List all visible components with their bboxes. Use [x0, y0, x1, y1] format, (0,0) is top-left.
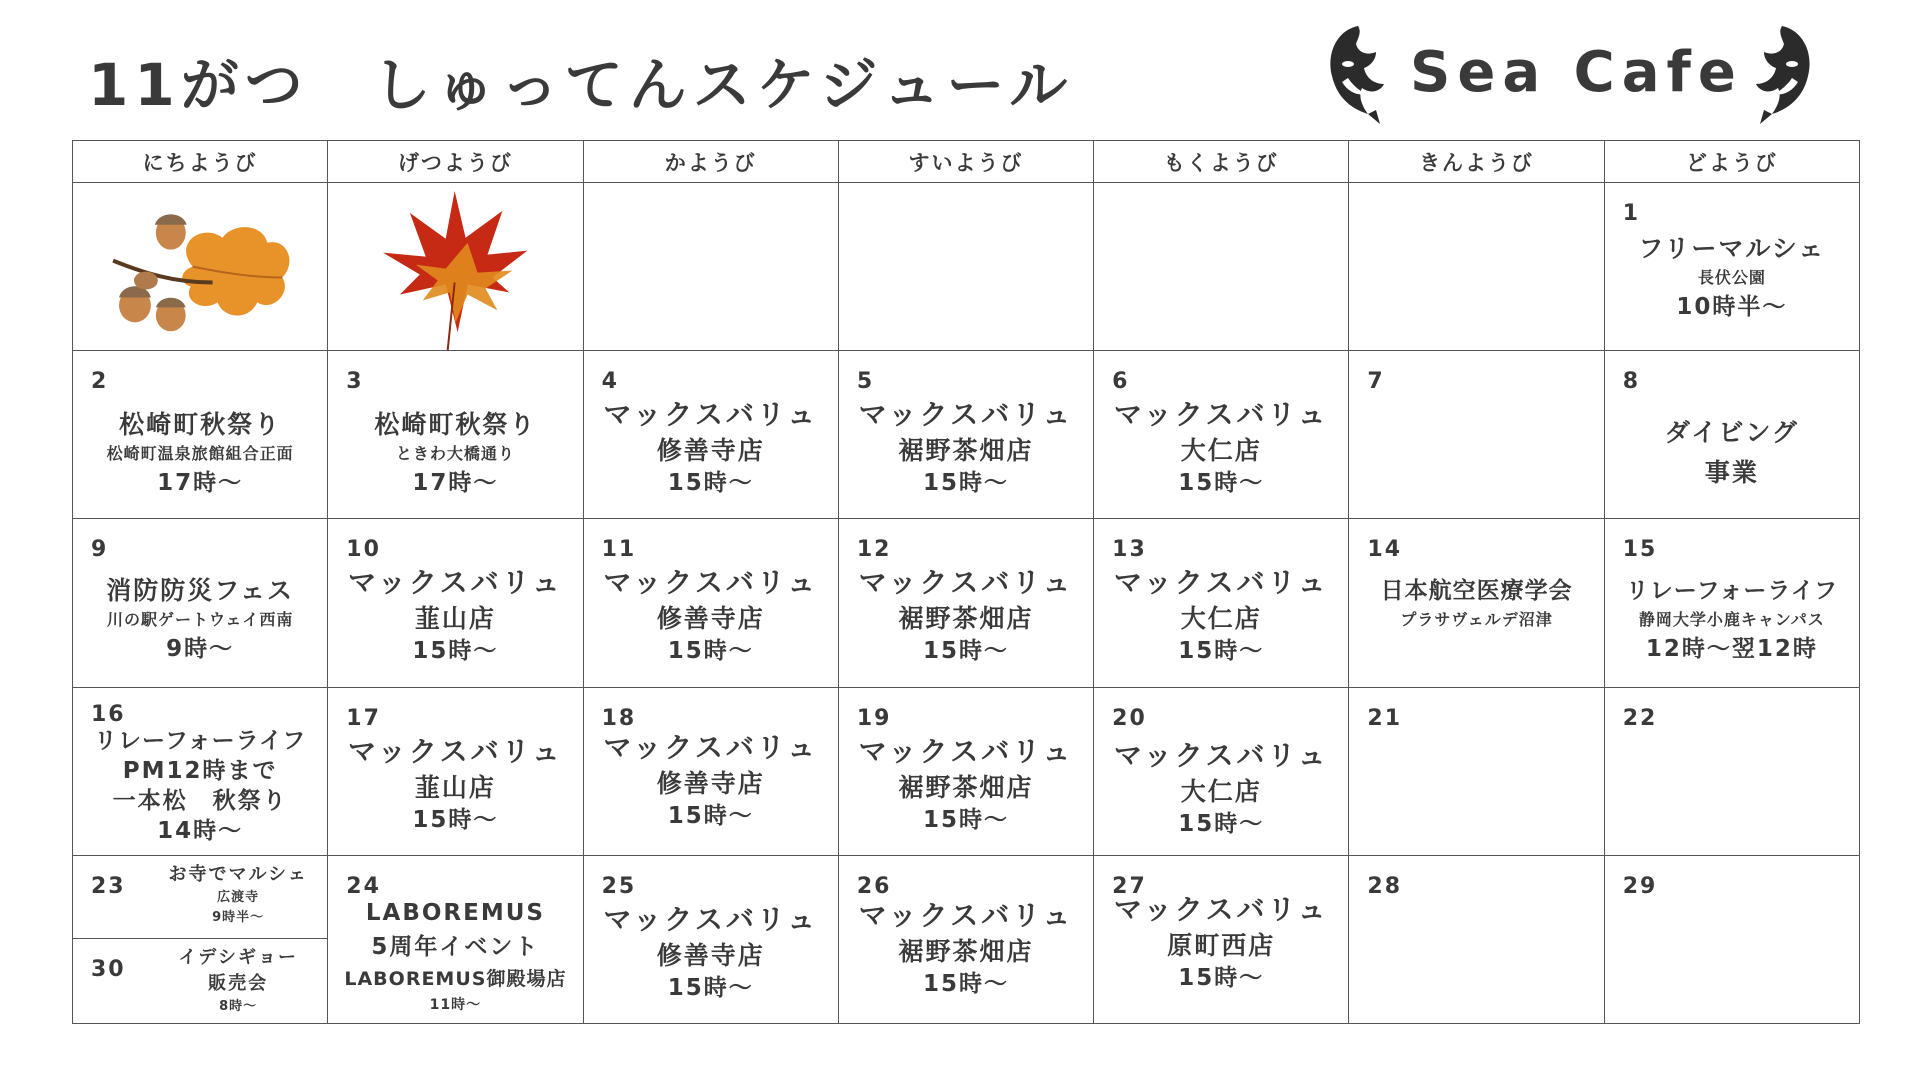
- calendar-cell-22: [1605, 688, 1860, 856]
- day-number: 1: [1622, 201, 1641, 226]
- day-number: 26: [856, 873, 892, 899]
- calendar-cell-empty: [73, 183, 328, 351]
- day-number: 20: [1112, 705, 1147, 731]
- event-name: 一本松 秋祭り: [112, 787, 288, 814]
- day-number: 11: [601, 537, 637, 563]
- calendar-cell-28: [1349, 856, 1604, 1024]
- day-number: 24: [346, 873, 381, 899]
- day-number: 16: [91, 701, 126, 727]
- day-number: 6: [1112, 369, 1130, 395]
- event-time: 15時〜: [922, 806, 1009, 833]
- event-location: ときわ大橋通り: [395, 444, 515, 464]
- calendar-cell-26: [839, 856, 1094, 1024]
- event-name: リレーフォーライフ: [93, 727, 307, 754]
- weekday-sunday: にちようび: [73, 141, 328, 183]
- event-location: 広渡寺: [217, 889, 260, 905]
- day-number: 29: [1622, 873, 1658, 899]
- event-time: 14時〜: [157, 817, 244, 844]
- calendar-cell-10: [328, 519, 583, 687]
- calendar-cell-2: [73, 351, 328, 519]
- calendar-cell-16: [73, 688, 328, 856]
- day-number: 23: [91, 873, 126, 899]
- calendar-cell-9: [73, 519, 328, 687]
- event-time: 15時〜: [667, 974, 754, 1001]
- event-name: LABOREMUS: [365, 899, 545, 926]
- day-number: 15: [1622, 537, 1658, 563]
- event-time: 12時〜翌12時: [1645, 636, 1818, 663]
- event-name: マックスバリュ: [858, 566, 1074, 600]
- event-location: 韮山店: [414, 604, 496, 634]
- calendar-cell-14: [1349, 519, 1604, 687]
- weekday-tuesday: かようび: [584, 141, 839, 183]
- event-name: マックスバリュ: [603, 566, 819, 600]
- event-location: 大仁店: [1180, 776, 1262, 806]
- event-time: 9時半〜: [212, 909, 265, 925]
- day-number: 19: [856, 705, 892, 731]
- day-number: 5: [856, 369, 875, 395]
- event-time: 15時〜: [1178, 964, 1265, 991]
- day-number: 18: [601, 705, 637, 731]
- event-time: 15時〜: [1178, 470, 1265, 497]
- orca-icon: [1740, 22, 1822, 128]
- calendar-cell-empty: [1094, 183, 1349, 351]
- weekday-saturday: どようび: [1605, 141, 1860, 183]
- event-name: マックスバリュ: [603, 902, 819, 936]
- event-name: リレーフォーライフ: [1625, 578, 1839, 605]
- day-number: 25: [601, 873, 637, 899]
- event-time: 15時〜: [667, 470, 754, 497]
- event-time: 15時〜: [412, 806, 499, 833]
- day-number: 2: [91, 369, 109, 395]
- event-location: 裾野茶畑店: [898, 936, 1034, 966]
- calendar-cell-8: [1605, 351, 1860, 519]
- event-location: 裾野茶畑店: [898, 772, 1034, 802]
- event-time: 15時〜: [1178, 638, 1265, 665]
- event-time: 15時〜: [412, 638, 499, 665]
- day-number: 7: [1367, 369, 1385, 395]
- event-name: 消防防災フェス: [106, 576, 295, 606]
- event-location: 修善寺店: [656, 436, 765, 466]
- event-name: マックスバリュ: [1113, 738, 1329, 772]
- event-time: 15時〜: [1178, 810, 1265, 837]
- event-name: マックスバリュ: [348, 566, 563, 600]
- calendar-cell-empty: [839, 183, 1094, 351]
- event-name: マックスバリュ: [858, 398, 1074, 432]
- event-location: 大仁店: [1180, 604, 1262, 634]
- day-number: 4: [601, 369, 619, 395]
- calendar-cell-19: [839, 688, 1094, 856]
- event-location: 松崎町温泉旅館組合正面: [106, 444, 294, 464]
- calendar-cell-empty: [1349, 183, 1604, 351]
- event-name: 日本航空医療学会: [1380, 578, 1573, 605]
- calendar-cell-21: [1349, 688, 1604, 856]
- day-number: 30: [91, 957, 126, 983]
- calendar-cell-30: [73, 939, 327, 1023]
- calendar-cell-6: [1094, 351, 1349, 519]
- calendar-cell-5: [839, 351, 1094, 519]
- event-location: 裾野茶畑店: [898, 436, 1034, 466]
- event-location: 修善寺店: [656, 940, 765, 970]
- event-name: 松崎町秋祭り: [374, 410, 537, 440]
- weekday-friday: きんようび: [1349, 141, 1604, 183]
- event-location: LABOREMUS御殿場店: [344, 967, 567, 990]
- weekday-thursday: もくようび: [1094, 141, 1349, 183]
- event-time: 10時半〜: [1676, 294, 1788, 320]
- event-time: 15時〜: [922, 470, 1009, 497]
- calendar-cell-12: [839, 519, 1094, 687]
- event-time: 8時〜: [219, 999, 258, 1015]
- event-location: 修善寺店: [656, 604, 765, 634]
- day-number: 28: [1367, 873, 1403, 899]
- calendar-cell-3: [328, 351, 583, 519]
- event-location: プラサヴェルデ沼津: [1400, 610, 1553, 630]
- day-number: 3: [346, 369, 364, 395]
- event-location: 原町西店: [1167, 930, 1276, 960]
- event-location: 韮山店: [414, 772, 496, 802]
- day-number: 12: [856, 537, 892, 563]
- event-name: イデシギョー: [178, 947, 298, 969]
- calendar-cell-23: [73, 856, 327, 940]
- event-detail: 5周年イベント: [371, 933, 540, 960]
- calendar-grid: [72, 140, 1860, 1024]
- event-time: 15時〜: [667, 638, 754, 665]
- event-detail: 事業: [1704, 458, 1759, 488]
- event-location: 静岡大学小鹿キャンパス: [1638, 610, 1825, 630]
- event-time: 15時〜: [922, 638, 1009, 665]
- event-time: 9時〜: [166, 636, 235, 663]
- event-name: マックスバリュ: [348, 734, 563, 768]
- event-name: マックスバリュ: [1113, 398, 1329, 432]
- event-name: フリーマルシェ: [1638, 234, 1826, 263]
- event-name: 松崎町秋祭り: [119, 410, 282, 440]
- day-number: 14: [1367, 537, 1403, 563]
- event-time: 15時〜: [922, 970, 1009, 997]
- calendar-cell-25: [584, 856, 839, 1024]
- orca-icon: [1318, 22, 1400, 128]
- event-name: マックスバリュ: [1113, 566, 1329, 600]
- event-location: 大仁店: [1180, 436, 1262, 466]
- event-location: 長伏公園: [1697, 268, 1766, 287]
- event-time: 15時〜: [667, 802, 754, 829]
- brand-name: Sea Cafe: [1410, 40, 1743, 105]
- weekday-wednesday: すいようび: [839, 141, 1094, 183]
- day-number: 21: [1367, 705, 1403, 731]
- day-number: 27: [1112, 873, 1147, 899]
- day-number: 13: [1112, 537, 1147, 563]
- calendar-cell-27: [1094, 856, 1349, 1024]
- event-location: 川の駅ゲートウェイ西南: [106, 610, 294, 630]
- calendar-cell-17: [328, 688, 583, 856]
- event-location: 修善寺店: [656, 768, 765, 798]
- maple-leaf-illustration: [328, 183, 582, 350]
- event-name: マックスバリュ: [1113, 892, 1329, 926]
- page-title: 11がつ しゅってんスケジュール: [88, 51, 1074, 119]
- event-time: 11時〜: [429, 996, 482, 1013]
- event-name: お寺でマルシェ: [168, 863, 308, 885]
- calendar-cell-empty: [584, 183, 839, 351]
- calendar-cell-4: [584, 351, 839, 519]
- calendar-cell-18: [584, 688, 839, 856]
- event-name: マックスバリュ: [603, 398, 819, 432]
- calendar-cell-1: [1605, 183, 1860, 351]
- day-number: 17: [346, 705, 381, 731]
- calendar-cell-23-30: [73, 856, 328, 1024]
- calendar-cell-11: [584, 519, 839, 687]
- event-time: 17時〜: [157, 470, 244, 497]
- calendar-cell-13: [1094, 519, 1349, 687]
- day-number: 22: [1622, 705, 1658, 731]
- calendar-cell-20: [1094, 688, 1349, 856]
- calendar-cell-29: [1605, 856, 1860, 1024]
- calendar-cell-7: [1349, 351, 1604, 519]
- event-detail: 販売会: [208, 973, 269, 995]
- event-name: マックスバリュ: [858, 734, 1074, 768]
- event-name: マックスバリュ: [858, 898, 1074, 932]
- event-detail: PM12時まで: [122, 757, 278, 784]
- event-name: ダイビング: [1664, 418, 1799, 448]
- day-number: 8: [1622, 369, 1641, 395]
- day-number: 10: [346, 537, 381, 563]
- weekday-monday: げつようび: [328, 141, 583, 183]
- event-name: マックスバリュ: [603, 730, 819, 764]
- event-location: 裾野茶畑店: [898, 604, 1034, 634]
- day-number: 9: [91, 537, 109, 563]
- calendar-cell-24: [328, 856, 583, 1024]
- calendar-cell-empty: [328, 183, 583, 351]
- event-time: 17時〜: [412, 470, 499, 497]
- calendar-cell-15: [1605, 519, 1860, 687]
- acorn-leaf-illustration: [73, 183, 327, 350]
